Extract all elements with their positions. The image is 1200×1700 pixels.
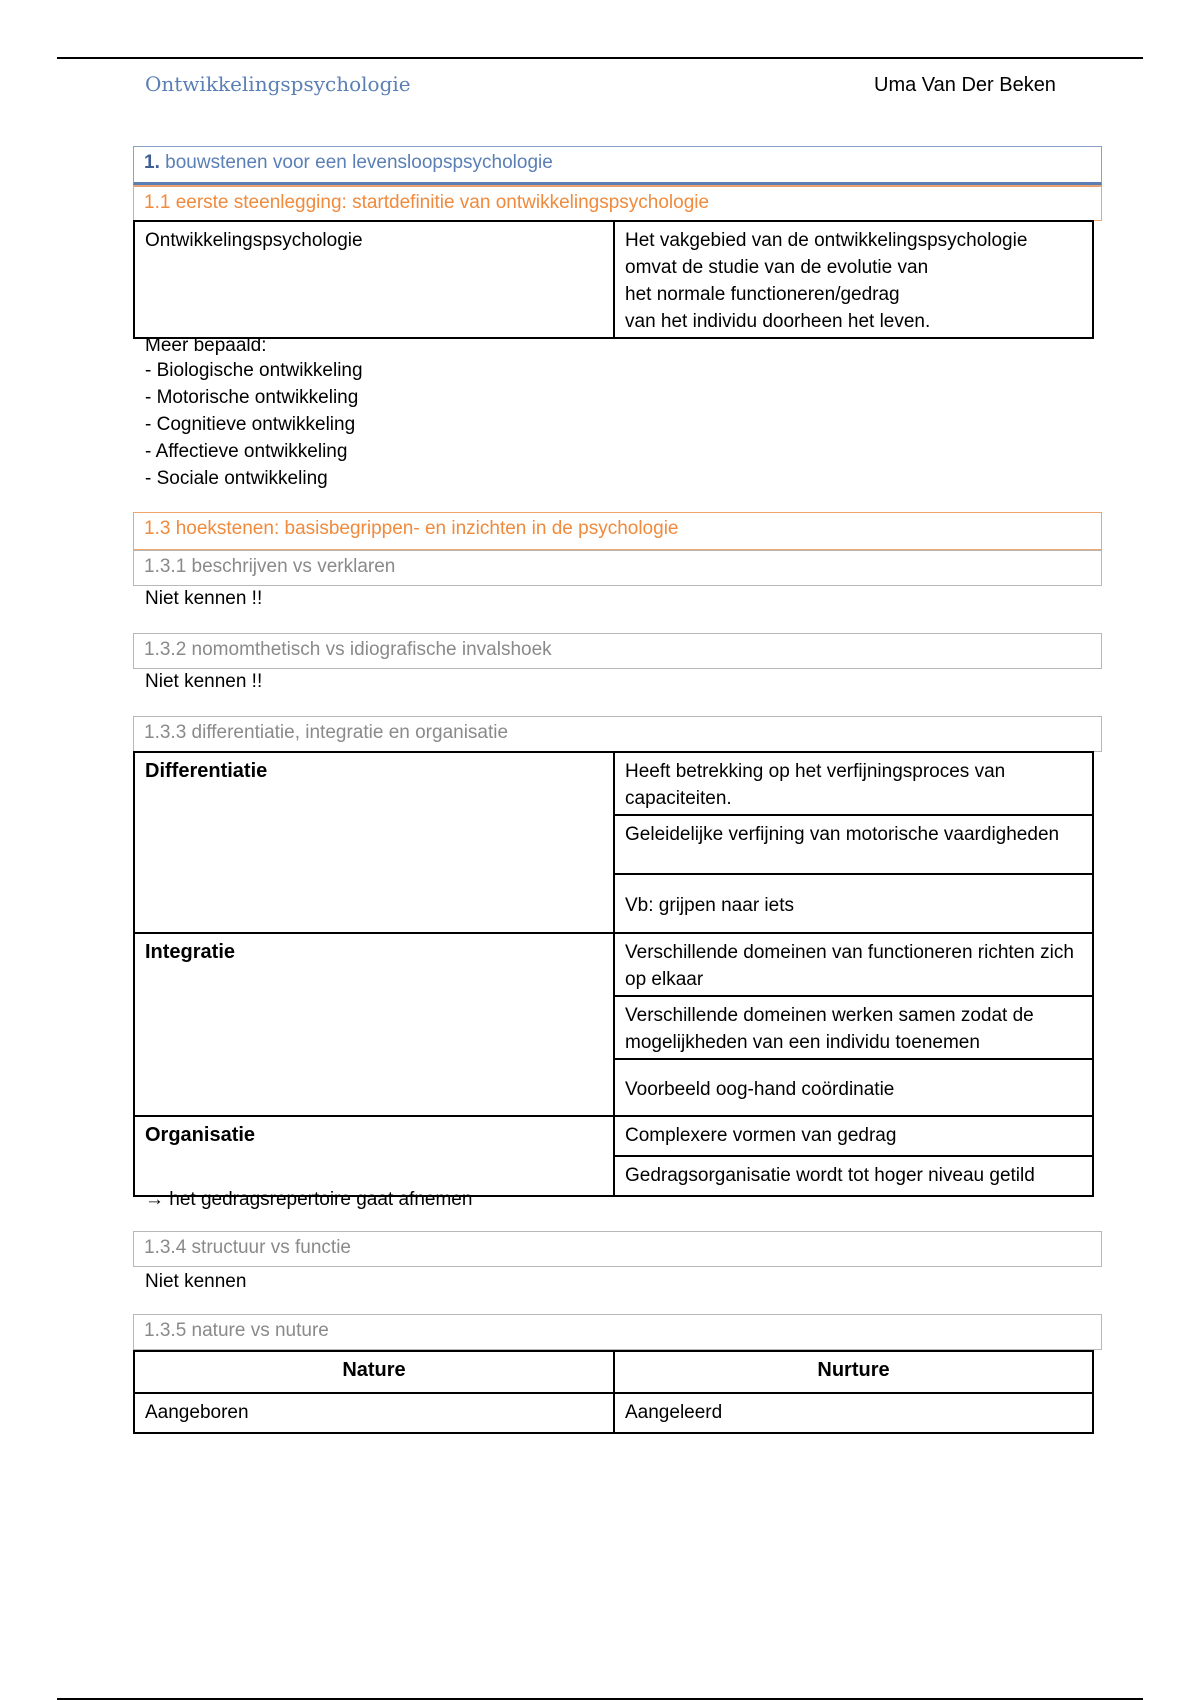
- development-list: [145, 357, 363, 492]
- definition-line: Het vakgebied van de ontwikkelingspsychologie: [625, 230, 1028, 251]
- list-item: - Sociale ontwikkeling: [145, 465, 363, 492]
- heading-1-3: 1.3 hoekstenen: basisbegrippen- en inzichten in de psychologie: [133, 512, 1102, 550]
- concept-label: Organisatie: [134, 1116, 614, 1196]
- concept-item: Gedragsorganisatie wordt tot hoger niveau getild: [614, 1156, 1093, 1196]
- heading-1-3-3: 1.3.3 differentiatie, integratie en organisatie: [133, 716, 1102, 752]
- document-title: Ontwikkelingspsychologie: [145, 72, 411, 96]
- column-header-nurture: Nurture: [614, 1351, 1093, 1393]
- concept-item: Verschillende domeinen werken samen zodat de mogelijkheden van een individu toenemen: [614, 996, 1093, 1059]
- cell-nurture: Aangeleerd: [614, 1393, 1093, 1433]
- list-item: - Cognitieve ontwikkeling: [145, 411, 363, 438]
- cell-nature: Aangeboren: [134, 1393, 614, 1433]
- list-item: - Biologische ontwikkeling: [145, 357, 363, 384]
- heading-1-1: 1.1 eerste steenlegging: startdefinitie van ontwikkelingspsychologie: [133, 185, 1102, 221]
- heading-1-number: 1.: [144, 152, 160, 173]
- definition-term: Ontwikkelingspsychologie: [134, 221, 614, 338]
- note-1-3-2: Niet kennen !!: [145, 671, 263, 692]
- definition-line: het normale functioneren/gedrag: [625, 284, 900, 305]
- list-item: - Affectieve ontwikkeling: [145, 438, 363, 465]
- definition-line: van het individu doorheen het leven.: [625, 311, 931, 332]
- list-item: - Motorische ontwikkeling: [145, 384, 363, 411]
- heading-1-3-4: 1.3.4 structuur vs functie: [133, 1231, 1102, 1267]
- heading-1-3-1: 1.3.1 beschrijven vs verklaren: [133, 550, 1102, 586]
- definition-table: [133, 220, 1094, 339]
- concepts-table: [133, 751, 1094, 1197]
- note-1-3-1: Niet kennen !!: [145, 588, 263, 609]
- note-1-3-4: Niet kennen: [145, 1271, 247, 1292]
- definition-text: [614, 221, 1093, 338]
- concept-item: Vb: grijpen naar iets: [614, 874, 1093, 933]
- concept-item: Geleidelijke verfijning van motorische vaardigheden: [614, 815, 1093, 874]
- heading-1-3-2: 1.3.2 nomomthetisch vs idiografische invalshoek: [133, 633, 1102, 669]
- header-rule: [57, 57, 1143, 59]
- concept-item: Verschillende domeinen van functioneren richten zich op elkaar: [614, 933, 1093, 996]
- column-header-nature: Nature: [134, 1351, 614, 1393]
- concept-item: Voorbeeld oog-hand coördinatie: [614, 1059, 1093, 1116]
- note-1-3-3: → het gedragsrepertoire gaat afnemen: [145, 1189, 473, 1210]
- concept-item: Heeft betrekking op het verfijningsproces van capaciteiten.: [614, 752, 1093, 815]
- concept-label: Integratie: [134, 933, 614, 1116]
- concept-item: Complexere vormen van gedrag: [614, 1116, 1093, 1156]
- concept-label: Differentiatie: [134, 752, 614, 933]
- definition-line: omvat de studie van de evolutie van: [625, 257, 929, 278]
- heading-1-title: bouwstenen voor een levensloopspsychologie: [165, 152, 553, 173]
- heading-1-3-5: 1.3.5 nature vs nuture: [133, 1314, 1102, 1350]
- heading-1: [133, 146, 1102, 185]
- more-label: Meer bepaald:: [145, 335, 267, 356]
- author-name: Uma Van Der Beken: [874, 74, 1056, 96]
- nature-nurture-table: [133, 1350, 1094, 1434]
